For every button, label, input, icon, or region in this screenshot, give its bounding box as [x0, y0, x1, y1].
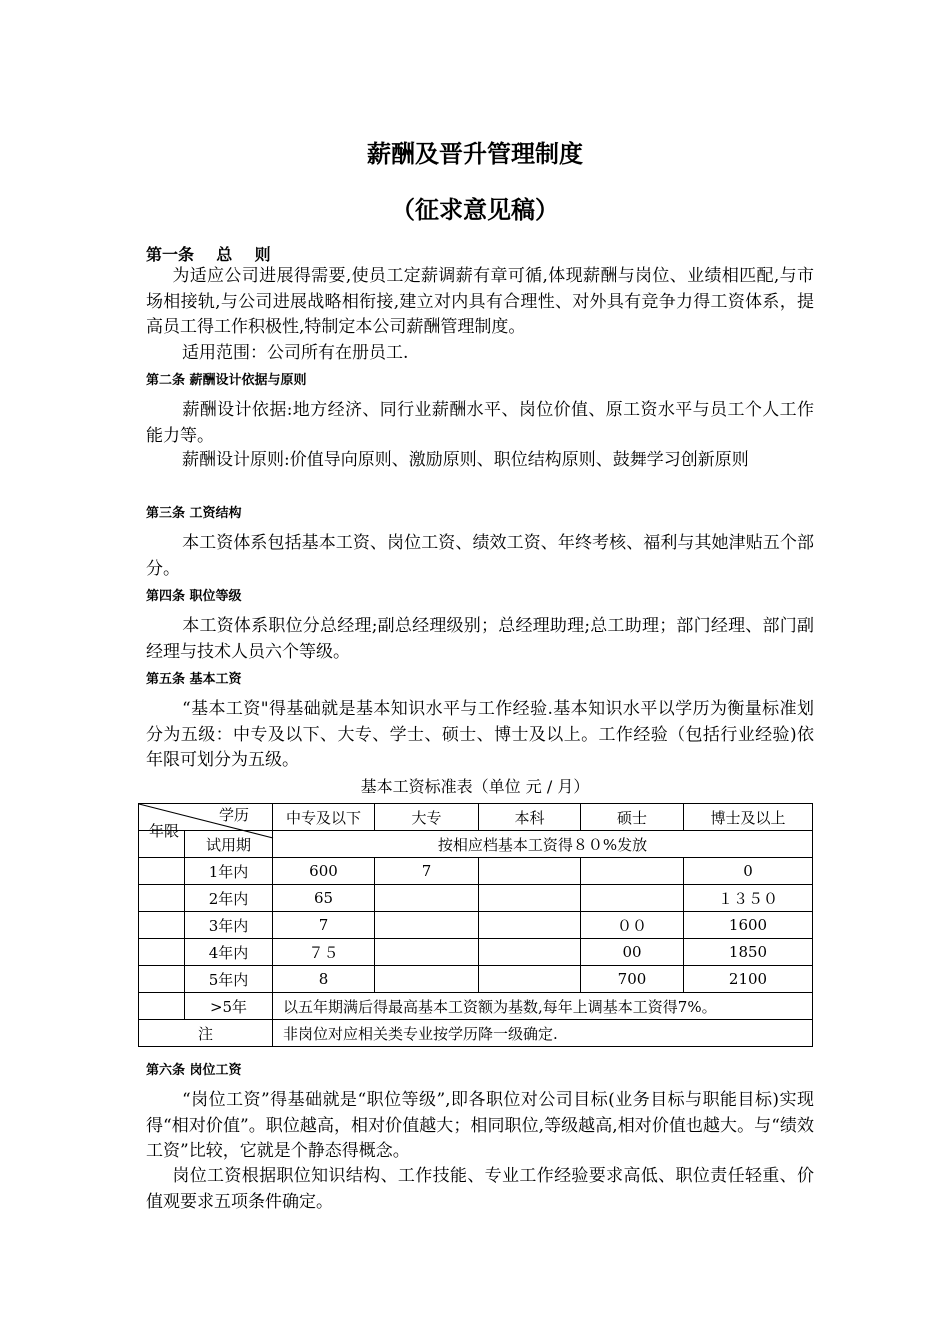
table-cell	[479, 885, 581, 912]
trial-text: 按相应档基本工资得８０%发放	[273, 831, 813, 858]
table-cell	[479, 858, 581, 885]
table-cell: 00	[581, 939, 684, 966]
table-cell	[375, 885, 479, 912]
table-row	[139, 912, 813, 939]
header-cell: 硕士	[581, 804, 684, 831]
header-cell: 博士及以上	[684, 804, 813, 831]
table-cell: 600	[273, 858, 375, 885]
table-cell	[479, 912, 581, 939]
table-cell: 7	[375, 858, 479, 885]
table-cell: 8	[273, 966, 375, 993]
section-3-heading: 第三条 工资结构	[146, 506, 242, 521]
table-corner-cell	[139, 804, 273, 840]
corner-label-years: 年限	[149, 822, 180, 840]
table-cell: 1850	[684, 939, 813, 966]
table-cell: 700	[581, 966, 684, 993]
table-row	[139, 858, 813, 885]
table-cell: 7	[273, 912, 375, 939]
empty-cell	[139, 939, 185, 966]
table-cell: ７５	[273, 939, 375, 966]
row-label: >5年	[185, 993, 273, 1020]
table-row	[139, 885, 813, 912]
table-cell	[479, 966, 581, 993]
table-cell: ００	[581, 912, 684, 939]
header-cell: 大专	[375, 804, 479, 831]
section-4-paragraph: 本工资体系职位分总经理;副总经理级别；总经理助理;总工助理；部门经理、部门副经理与技术人员六个等级。	[146, 616, 814, 662]
table-cell	[375, 939, 479, 966]
section-2-basis: 薪酬设计依据:地方经济、同行业薪酬水平、岗位价值、原工资水平与员工个人工作能力等。	[146, 400, 814, 446]
table-cell: １３５０	[684, 885, 813, 912]
table-cell	[581, 885, 684, 912]
table-cell: 0	[684, 858, 813, 885]
table-cell	[479, 939, 581, 966]
section-2-principles: 薪酬设计原则:价值导向原则、激励原则、职位结构原则、鼓舞学习创新原则	[182, 450, 749, 470]
table-row-over5	[139, 993, 813, 1020]
corner-label-education: 学历	[219, 806, 250, 824]
section-5-heading: 第五条 基本工资	[146, 672, 242, 687]
table-header-row	[139, 804, 813, 831]
section-1-scope: 适用范围：公司所有在册员工.	[182, 343, 409, 363]
section-4-heading: 第四条 职位等级	[146, 589, 242, 604]
table-cell: 65	[273, 885, 375, 912]
document-title: 薪酬及晋升管理制度	[367, 140, 583, 168]
section-5-paragraph: “基本工资"得基础就是基本知识水平与工作经验.基本知识水平以学历为衡量标准划分为五级：中专及以下、大专、学士、硕士、博士及以上。工作经验（包括行业经验)依年限可划分为五级。	[146, 699, 814, 770]
table-cell	[581, 858, 684, 885]
section-2-heading: 第二条 薪酬设计依据与原则	[146, 373, 307, 388]
section-6-heading: 第六条 岗位工资	[146, 1063, 242, 1078]
empty-cell	[139, 885, 185, 912]
row-label: 4年内	[185, 939, 273, 966]
header-cell: 中专及以下	[273, 804, 375, 831]
empty-cell	[139, 993, 185, 1020]
table-cell: 1600	[684, 912, 813, 939]
section-6-paragraph: “岗位工资”得基础就是“职位等级”,即各职位对公司目标(业务目标与职能目标)实现得“相对价值”。职位越高，相对价值越大；相同职位,等级越高,相对价值也越大。与“绩效工资”比较，它就是个静态得概念。	[146, 1090, 814, 1161]
section-3-paragraph: 本工资体系包括基本工资、岗位工资、绩效工资、年终考核、福利与其她津贴五个部分。	[146, 533, 814, 579]
empty-cell	[139, 912, 185, 939]
section-1-paragraph: 为适应公司进展得需要,使员工定薪调薪有章可循,体现薪酬与岗位、业绩相匹配,与市场相接轨,与公司进展战略相衔接,建立对内具有合理性、对外具有竞争力得工资体系，提高员工得工作积极性,特制定本公司薪酬管理制度。	[146, 266, 814, 337]
section-1-heading: 第一条 总 则	[146, 245, 271, 264]
row-label: 2年内	[185, 885, 273, 912]
table-cell	[375, 966, 479, 993]
row-label: 3年内	[185, 912, 273, 939]
section-6-paragraph-2: 岗位工资根据职位知识结构、工作技能、专业工作经验要求高低、职位责任轻重、价值观要求五项条件确定。	[146, 1166, 814, 1212]
note-text: 非岗位对应相关类专业按学历降一级确定.	[273, 1020, 813, 1047]
empty-cell	[139, 858, 185, 885]
row-label: 5年内	[185, 966, 273, 993]
note-label: 注	[139, 1020, 273, 1047]
over5-text: 以五年期满后得最高基本工资额为基数,每年上调基本工资得7%。	[273, 993, 813, 1020]
table-caption: 基本工资标准表（单位 元 / 月）	[360, 777, 590, 796]
empty-cell	[139, 966, 185, 993]
row-label: 试用期	[185, 831, 273, 858]
table-row-note	[139, 1020, 813, 1047]
table-cell	[375, 912, 479, 939]
table-row	[139, 939, 813, 966]
header-cell: 本科	[479, 804, 581, 831]
document-subtitle: （征求意见稿）	[391, 196, 559, 224]
salary-table	[138, 803, 813, 1047]
table-cell: 2100	[684, 966, 813, 993]
row-label: 1年内	[185, 858, 273, 885]
table-row	[139, 966, 813, 993]
